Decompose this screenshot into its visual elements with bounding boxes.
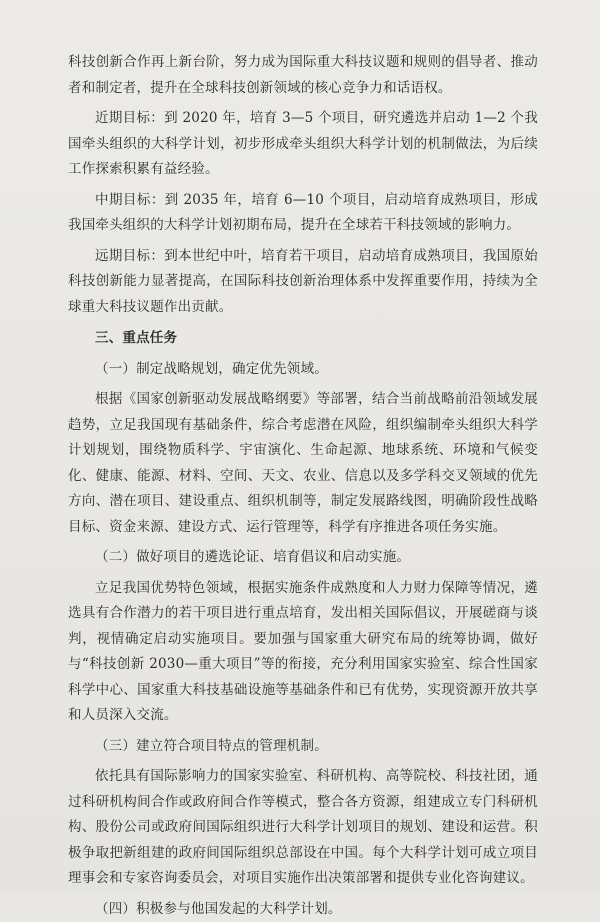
continued-paragraph: 科技创新合作再上新台阶，努力成为国际重大科技议题和规则的倡导者、推动者和制定者，提升在全球科技创新领域的核心竞争力和话语权。 (68, 50, 538, 101)
section-title: 三、重点任务 (68, 326, 538, 352)
task2-body: 立足我国优势特色领域，根据实施条件成熟度和人力财力保障等情况，遴选具有合作潜力的若干项目进行重点培育，发出相关国际倡议，开展磋商与谈判，视情确定启动实施项目。要加强与国家重大研究布局的统筹协调，做好与“科技创新 2030—重大项目”等的衔接，充分利用国家实验室、综合性国家科学中心、国家重大科技基础设施等基础条件和已有优势，实现资源开放共享和人员深入交流。 (68, 576, 538, 729)
task3-title: （三）建立符合项目特点的管理机制。 (68, 734, 538, 760)
task1-title: （一）制定战略规划，确定优先领域。 (68, 357, 538, 383)
task3-body: 依托具有国际影响力的国家实验室、科研机构、高等院校、科技社团，通过科研机构间合作或政府间合作等模式，整合各方资源，组建成立专门科研机构、股份公司或政府间国际组织进行大科学计划项目的规划、建设和运营。积极争取把新组建的政府间国际组织总部设在中国。每个大科学计划可成立项目理事会和专家咨询委员会，对项目实施作出决策部署和提供专业化咨询建议。 (68, 764, 538, 892)
task1-body: 根据《国家创新驱动发展战略纲要》等部署，结合当前战略前沿领域发展趋势，立足我国现有基础条件，综合考虑潜在风险，组织编制牵头组织大科学计划规划，围绕物质科学、宇宙演化、生命起源、地球系统、环境和气候变化、健康、能源、材料、空间、天文、农业、信息以及多学科交叉领域的优先方向、潜在项目、建设重点、组织机制等，制定发展路线图，明确阶段性战略目标、资金来源、建设方式、运行管理等，科学有序推进各项任务实施。 (68, 387, 538, 540)
task4-title: （四）积极参与他国发起的大科学计划。 (68, 897, 538, 922)
goal-near-paragraph: 近期目标：到 2020 年，培育 3—5 个项目，研究遴选并启动 1—2 个我国牵头组织的大科学计划，初步形成牵头组织大科学计划的机制做法，为后续工作探索积累有益经验。 (68, 106, 538, 183)
goal-mid-paragraph: 中期目标：到 2035 年，培育 6—10 个项目，启动培育成熟项目，形成我国牵头组织的大科学计划初期布局，提升在全球若干科技领域的影响力。 (68, 188, 538, 239)
goal-far-paragraph: 远期目标：到本世纪中叶，培育若干项目，启动培育成熟项目，我国原始科技创新能力显著提高，在国际科技创新治理体系中发挥重要作用，持续为全球重大科技议题作出贡献。 (68, 244, 538, 321)
task2-title: （二）做好项目的遴选论证、培育倡议和启动实施。 (68, 545, 538, 571)
